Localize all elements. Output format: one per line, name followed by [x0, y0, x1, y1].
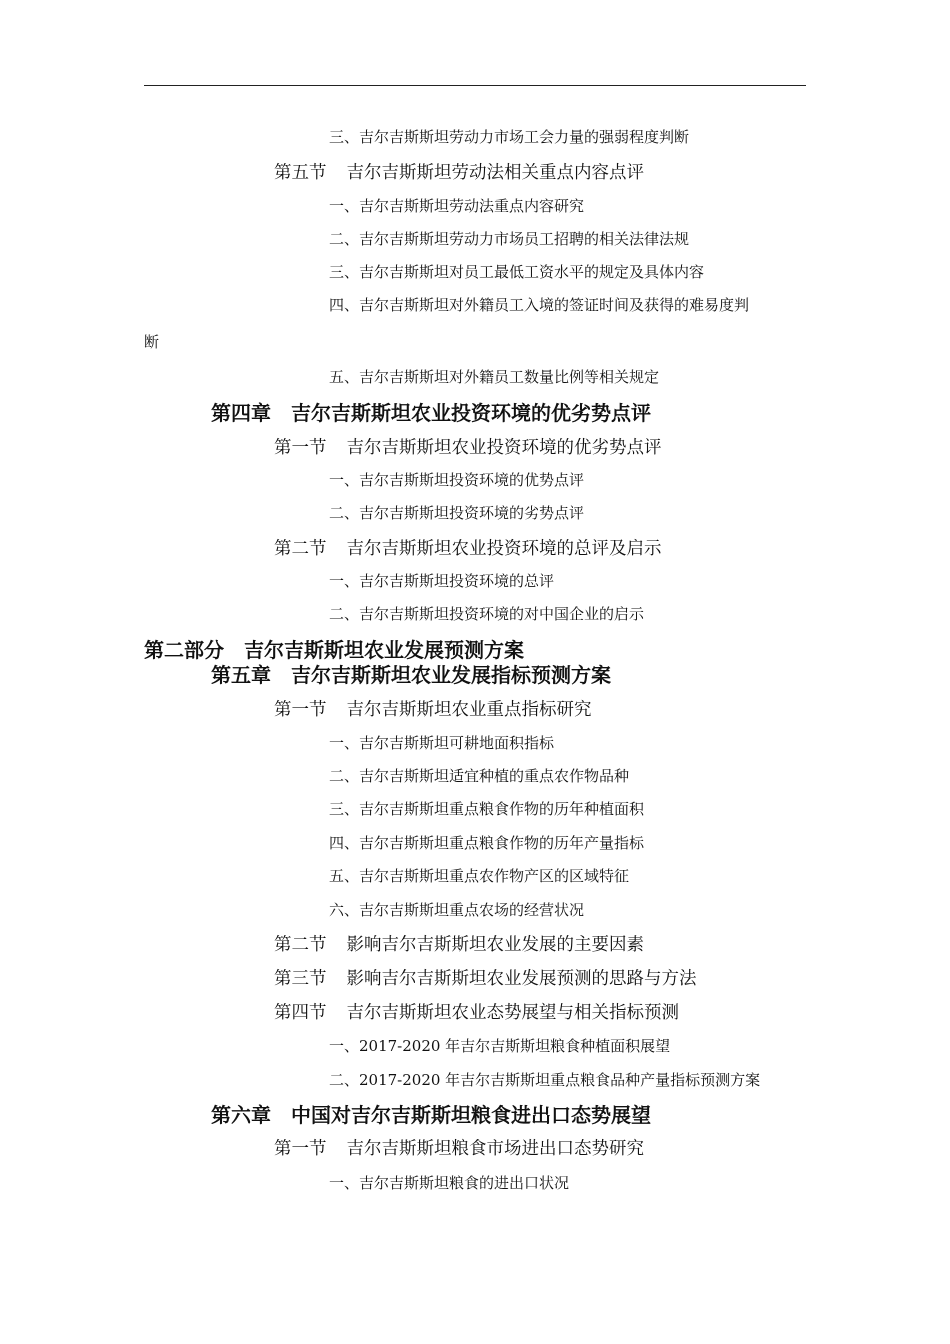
chapter-number: 第四章: [211, 401, 271, 425]
section-number: 第一节: [274, 438, 327, 458]
toc-chapter: [211, 659, 611, 688]
chapter-title: 中国对吉尔吉斯斯坦粮食进出口态势展望: [291, 1103, 651, 1127]
toc-section: [274, 535, 662, 560]
toc-section: [274, 999, 679, 1024]
section-number: 第一节: [274, 1139, 327, 1159]
toc-subitem: 五、吉尔吉斯斯坦对外籍员工数量比例等相关规定: [329, 368, 660, 386]
toc-subitem: 一、吉尔吉斯斯坦投资环境的总评: [329, 572, 555, 590]
section-title: 吉尔吉斯斯坦粮食市场进出口态势研究: [346, 1139, 644, 1159]
section-title: 影响吉尔吉斯斯坦农业发展的主要因素: [346, 935, 644, 955]
toc-section: [274, 696, 592, 721]
toc-subitem: 二、吉尔吉斯斯坦劳动力市场员工招聘的相关法律法规: [329, 230, 690, 248]
toc-subitem: 一、2017-2020 年吉尔吉斯斯坦粮食种植面积展望: [329, 1037, 671, 1055]
section-number: 第二节: [274, 935, 327, 955]
toc-subitem: 二、吉尔吉斯斯坦投资环境的劣势点评: [329, 504, 585, 522]
chapter-number: 第六章: [211, 1103, 271, 1127]
toc-subitem: 五、吉尔吉斯斯坦重点农作物产区的区域特征: [329, 867, 630, 885]
toc-section: [274, 434, 662, 459]
toc-subitem: 三、吉尔吉斯斯坦劳动力市场工会力量的强弱程度判断: [329, 128, 690, 146]
toc-subitem: 一、吉尔吉斯斯坦可耕地面积指标: [329, 734, 555, 752]
toc-section: [274, 159, 644, 184]
section-number: 第五节: [274, 163, 327, 183]
toc-subitem: 一、吉尔吉斯斯坦投资环境的优势点评: [329, 471, 585, 489]
chapter-number: 第五章: [211, 663, 271, 687]
section-title: 吉尔吉斯斯坦农业投资环境的优劣势点评: [346, 438, 662, 458]
toc-section: [274, 965, 697, 990]
section-number: 第一节: [274, 700, 327, 720]
toc-subitem-continuation: 断: [144, 333, 160, 351]
chapter-title: 吉尔吉斯斯坦农业投资环境的优劣势点评: [291, 401, 651, 425]
toc-subitem: 三、吉尔吉斯斯坦重点粮食作物的历年种植面积: [329, 800, 645, 818]
toc-chapter: [211, 397, 651, 426]
toc-subitem: 四、吉尔吉斯斯坦对外籍员工入境的签证时间及获得的难易度判: [329, 296, 750, 314]
section-title: 吉尔吉斯斯坦劳动法相关重点内容点评: [346, 163, 644, 183]
header-rule: [144, 85, 806, 86]
chapter-title: 吉尔吉斯斯坦农业发展指标预测方案: [291, 663, 611, 687]
toc-subitem: 二、吉尔吉斯斯坦适宜种植的重点农作物品种: [329, 767, 630, 785]
toc-subitem: 二、2017-2020 年吉尔吉斯斯坦重点粮食品种产量指标预测方案: [329, 1071, 761, 1089]
toc-subitem: 一、吉尔吉斯斯坦劳动法重点内容研究: [329, 197, 585, 215]
section-title: 吉尔吉斯斯坦农业态势展望与相关指标预测: [346, 1003, 679, 1023]
toc-subitem: 四、吉尔吉斯斯坦重点粮食作物的历年产量指标: [329, 834, 645, 852]
part-title: 吉尔吉斯斯坦农业发展预测方案: [244, 638, 524, 662]
section-title: 吉尔吉斯斯坦农业重点指标研究: [346, 700, 592, 720]
toc-subitem: 六、吉尔吉斯斯坦重点农场的经营状况: [329, 901, 585, 919]
toc-section: [274, 931, 644, 956]
section-number: 第三节: [274, 969, 327, 989]
toc-subitem: 二、吉尔吉斯斯坦投资环境的对中国企业的启示: [329, 605, 645, 623]
toc-section: [274, 1135, 644, 1160]
section-title: 吉尔吉斯斯坦农业投资环境的总评及启示: [346, 539, 662, 559]
section-title: 影响吉尔吉斯斯坦农业发展预测的思路与方法: [346, 969, 697, 989]
toc-chapter: [211, 1099, 651, 1128]
part-number: 第二部分: [144, 638, 224, 662]
section-number: 第二节: [274, 539, 327, 559]
toc-subitem: 三、吉尔吉斯斯坦对员工最低工资水平的规定及具体内容: [329, 263, 705, 281]
toc-subitem: 一、吉尔吉斯斯坦粮食的进出口状况: [329, 1174, 570, 1192]
section-number: 第四节: [274, 1003, 327, 1023]
